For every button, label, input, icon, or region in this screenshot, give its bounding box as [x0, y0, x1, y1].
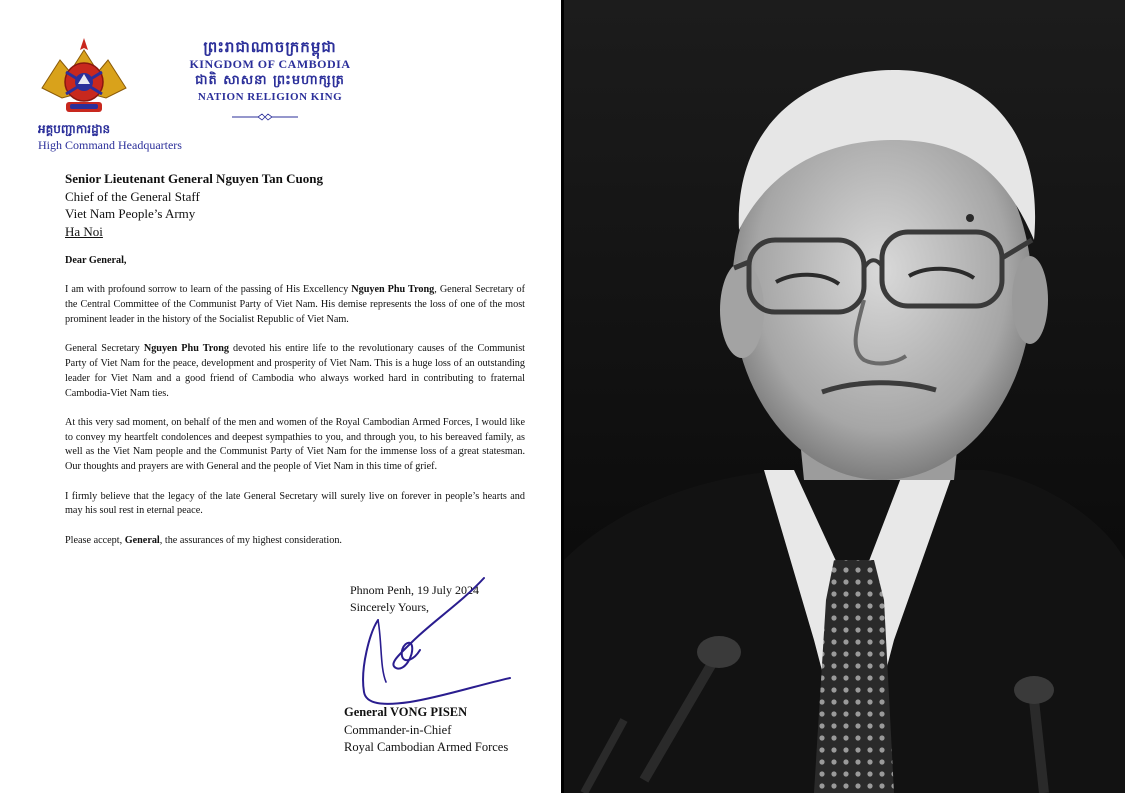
signatory-org: Royal Cambodian Armed Forces — [344, 740, 509, 754]
recipient-address — [65, 170, 323, 240]
paragraph-2 — [65, 342, 525, 401]
hq-khmer: អគ្គបញ្ជាការដ្ឋាន — [38, 122, 111, 136]
signatory-title: Commander-in-Chief — [344, 722, 452, 737]
portrait-image — [564, 0, 1125, 793]
signatory-block — [344, 704, 508, 757]
motto-khmer: ជាតិ សាសនា ព្រះមហាក្សត្រ — [195, 73, 345, 88]
signatory-name: General VONG PISEN — [344, 705, 468, 719]
recipient-city: Ha Noi — [65, 223, 103, 239]
hq-english: High Command Headquarters — [38, 138, 182, 152]
paragraph-3: At this very sad moment, on behalf of the men and women of the Royal Cambodian Armed Forces, I would like to convey my heartfelt condolences and deepest sympathies to you, and through you, to his bereaved family, as well as the Viet Nam people and the Communist Party of Viet Nam for the immense loss of a great statesman. Our thoughts and prayers are with General and the people of Viet Nam in this time of grief. — [65, 416, 525, 473]
paragraph-5-text-end: , the assurances of my highest consideration. — [159, 534, 342, 546]
paragraph-4: I firmly believe that the legacy of the late General Secretary will surely live on forever in people’s hearts and may his soul rest in eternal peace. — [65, 490, 525, 517]
paragraph-1-text-end: , General Secretary of the Central Committee of the Communist Party of Viet Nam. His demise represents the loss of one of the most prominent leader in the history of the Socialist Republic of Viet Nam. — [65, 284, 525, 325]
paragraph-1-name: Nguyen Phu Trong — [351, 284, 435, 296]
kingdom-english: KINGDOM OF CAMBODIA — [189, 57, 351, 71]
valediction: Sincerely Yours, — [350, 600, 430, 614]
handwritten-signature — [352, 572, 520, 712]
condolence-letter — [0, 0, 561, 793]
paragraph-2-name: Nguyen Phu Trong — [143, 343, 229, 355]
paragraph-2-text-end: devoted his entire life to the revolutionary causes of the Communist Party of Viet Nam for the peace, development and prosperity of Viet Nam. This is a huge loss of an outstanding leader for Viet Nam and a good friend of Cambodia who always worked hard in contributing to fraternal Cambodia-Viet Nam ties. — [65, 343, 525, 399]
paragraph-5-text: Please accept, — [65, 534, 125, 546]
portrait-photo — [564, 0, 1125, 793]
divider-ornament-icon — [232, 112, 298, 122]
paragraph-1 — [65, 283, 525, 327]
salutation: Dear General, — [65, 255, 127, 266]
paragraph-5-name: General — [124, 534, 160, 546]
kingdom-khmer: ព្រះរាជាណាចក្រកម្ពុជា — [203, 38, 337, 56]
rcaf-emblem-icon — [36, 36, 132, 118]
letterhead-masthead — [170, 38, 370, 105]
headquarters-label — [38, 121, 182, 153]
paragraph-5 — [65, 534, 525, 549]
letter-body — [65, 254, 525, 563]
paragraph-1-text: I am with profound sorrow to learn of the passing of His Excellency — [65, 284, 352, 296]
recipient-name: Senior Lieutenant General Nguyen Tan Cuong — [65, 171, 324, 186]
recipient-title: Chief of the General Staff — [65, 188, 200, 204]
recipient-org: Viet Nam People’s Army — [65, 206, 196, 221]
place-date: Phnom Penh, 19 July 2024 — [350, 583, 480, 597]
paragraph-2-text: General Secretary — [65, 343, 144, 355]
motto-english: NATION RELIGION KING — [197, 91, 343, 103]
